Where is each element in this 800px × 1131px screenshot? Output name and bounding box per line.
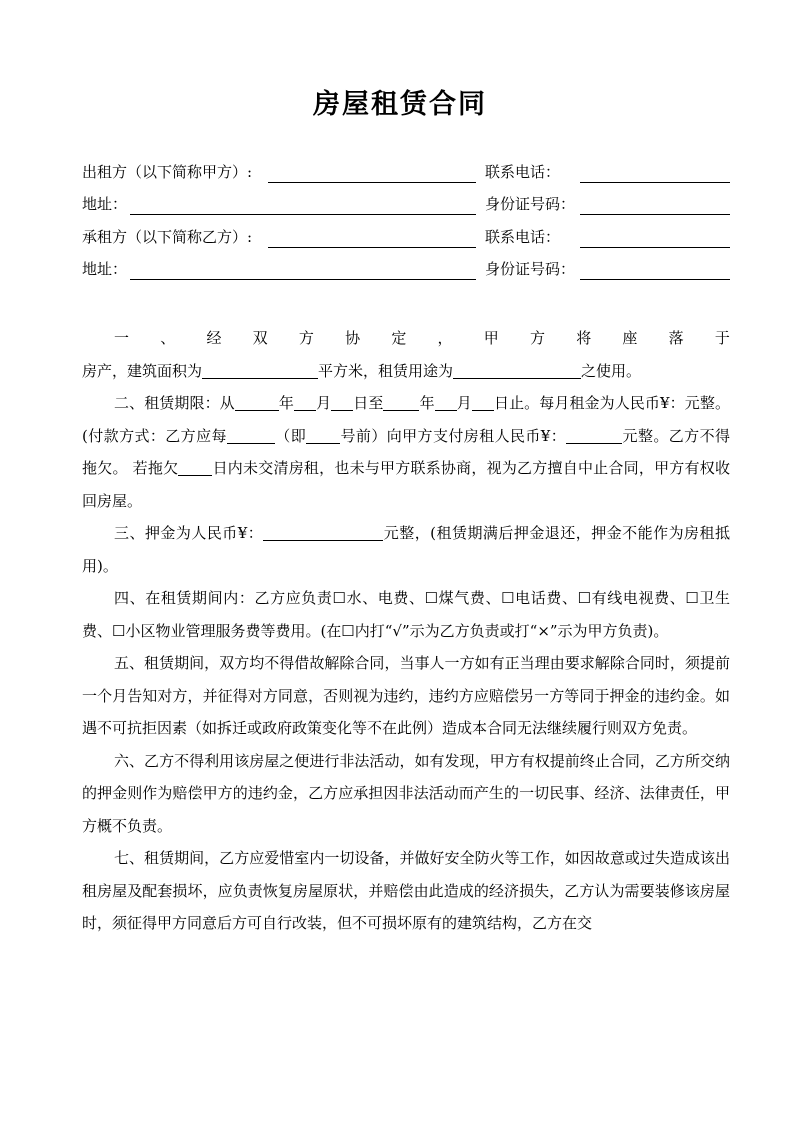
lessor-id-field[interactable] <box>580 192 730 215</box>
clause-text: 房产，建筑面积为 <box>82 361 203 380</box>
clause-2 <box>82 387 730 517</box>
clause-1-char: 方 <box>529 329 545 347</box>
clause-text: 元整。(付款方式：乙方应每 <box>82 394 730 445</box>
lessee-label: 承租方（以下简称乙方）: <box>82 228 253 246</box>
start-year-field[interactable] <box>235 393 279 411</box>
clause-text: （即 <box>274 426 307 445</box>
clause-text: 平方米，租赁用途为 <box>318 361 454 380</box>
lessor-id-label: 身份证号码： <box>485 195 576 213</box>
clause-text: 年 <box>419 394 435 412</box>
clause-1-char: 落 <box>668 329 684 347</box>
lessee-id-label: 身份证号码： <box>485 260 576 278</box>
lessor-address-field[interactable] <box>130 192 476 215</box>
clause-1 <box>82 355 730 388</box>
clause-text: 月 <box>456 394 472 412</box>
start-day-field[interactable] <box>331 393 353 411</box>
end-month-field[interactable] <box>435 393 457 411</box>
clause-1-char: ， <box>437 329 453 347</box>
lessor-name-field[interactable] <box>268 160 476 183</box>
lessee-address-row <box>82 257 730 281</box>
clause-text: 二、租赁期限：从 <box>114 394 235 412</box>
lessee-row <box>82 225 730 249</box>
deposit-field[interactable] <box>263 523 383 541</box>
clause-1-char: 方 <box>298 329 314 347</box>
clause-1-char: 定 <box>391 329 407 347</box>
clause-1-char: 于 <box>714 329 730 347</box>
usage-field[interactable] <box>453 361 581 379</box>
clause-text: 元整。乙方不得拖欠。 若拖欠 <box>82 426 730 477</box>
payment-day-field[interactable] <box>306 426 340 444</box>
end-day-field[interactable] <box>472 393 494 411</box>
lessee-phone-field[interactable] <box>580 225 730 248</box>
clause-1-char: 一 <box>114 329 130 347</box>
clause-1-char: 经 <box>206 329 222 347</box>
lessor-row <box>82 160 730 184</box>
clause-text: 年 <box>278 394 294 412</box>
clause-text: 号前）向甲方支付房租人民币¥： <box>340 426 567 445</box>
area-field[interactable] <box>202 361 318 379</box>
clause-1-char: 甲 <box>483 329 499 347</box>
clause-1-first-line <box>82 322 730 355</box>
lessee-phone-label: 联系电话： <box>485 228 561 246</box>
clause-7: 七、租赁期间，乙方应爱惜室内一切设备，并做好安全防火等工作，如因故意或过失造成该出租房屋及配套损坏，应负责恢复房屋原状，并赔偿由此造成的经济损失，乙方认为需要装修该房屋时，须征得甲方同意后方可自行改装，但不可损坏原有的建筑结构，乙方在交 <box>82 849 730 932</box>
contract-body <box>82 322 730 940</box>
lessor-label: 出租方（以下简称甲方）: <box>82 163 253 181</box>
clause-text: 月 <box>315 394 332 412</box>
clause-1-char: 将 <box>576 329 592 347</box>
clause-1-char: 协 <box>345 329 361 347</box>
payment-period-field[interactable] <box>227 426 275 444</box>
lessor-address-row <box>82 192 730 216</box>
lessor-phone-label: 联系电话： <box>485 163 561 181</box>
end-year-field[interactable] <box>383 393 419 411</box>
clause-5: 五、租赁期间，双方均不得借故解除合同，当事人一方如有正当理由要求解除合同时，须提前一个月告知对方，并征得对方同意，否则视为违约，违约方应赔偿另一方等同于押金的违约金。如遇不可抗拒因素（如拆迁或政府政策变化等不在此例）造成本合同无法继续履行则双方免责。 <box>82 654 730 737</box>
lessee-address-field[interactable] <box>130 257 476 280</box>
clause-4: 四、在租赁期间内：乙方应负责☐水、电费、☐煤气费、☐电话费、☐有线电视费、☐卫生费、☐小区物业管理服务费等费用。(在☐内打“√”示为乙方负责或打“×”示为甲方负责)。 <box>82 589 730 640</box>
clause-text: 三、押金为人民币¥： <box>114 524 264 542</box>
clause-text: 日内未交清房租，也未与甲方联系协商，视为乙方擅自中止合同，甲方有权收回房屋。 <box>82 459 730 510</box>
overdue-days-field[interactable] <box>178 458 212 476</box>
clause-text: 日止。每月租金为人民币¥： <box>493 394 685 412</box>
start-month-field[interactable] <box>294 393 316 411</box>
clause-text: 日至 <box>353 394 384 412</box>
lessor-address-label: 地址： <box>82 195 128 213</box>
lessee-address-label: 地址： <box>82 260 128 278</box>
clause-text: 元整，(租赁期满后押金退还，押金不能作为房租抵用)。 <box>82 524 731 575</box>
clause-3 <box>82 517 730 582</box>
document-title: 房屋租赁合同 <box>313 89 487 120</box>
clause-1-char: 、 <box>160 329 176 347</box>
lessee-name-field[interactable] <box>268 225 476 248</box>
clause-text: 之使用。 <box>581 361 642 380</box>
clause-1-char: 双 <box>252 329 268 347</box>
clause-6: 六、乙方不得利用该房屋之便进行非法活动，如有发现，甲方有权提前终止合同，乙方所交纳的押金则作为赔偿甲方的违约金，乙方应承担因非法活动而产生的一切民事、经济、法律责任，甲方概不负责。 <box>82 751 730 835</box>
rent-amount-field[interactable] <box>566 426 622 444</box>
lessor-phone-field[interactable] <box>580 160 730 183</box>
clause-1-char: 座 <box>622 329 638 347</box>
lessee-id-field[interactable] <box>580 257 730 280</box>
